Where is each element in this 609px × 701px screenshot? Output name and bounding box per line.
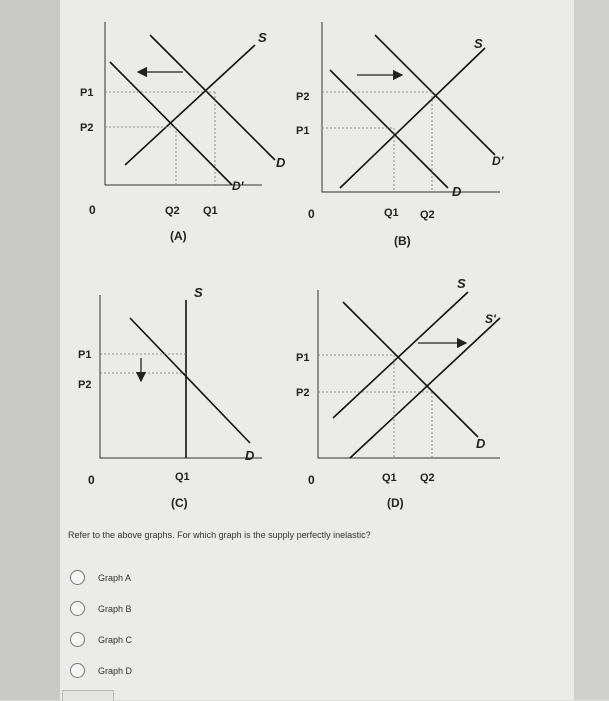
graph-a-label-d-prime: D' [232, 179, 244, 193]
option-label: Graph C [98, 634, 133, 645]
graph-b-label-p-lower: P1 [296, 125, 310, 137]
option-graph-a[interactable] [70, 562, 132, 593]
graph-b-demand-curve-d [330, 70, 448, 188]
partial-button[interactable] [62, 690, 114, 701]
radio-button[interactable] [70, 570, 85, 585]
graph-d-label-p-upper: P1 [296, 352, 310, 364]
graph-c-label-origin: 0 [88, 473, 95, 487]
graph-d-supply-curve-s [333, 292, 468, 418]
graph-c-label-s: S [194, 285, 203, 300]
graph-a-demand-curve-d [150, 35, 275, 160]
question-text: Refer to the above graphs. For which graph is the supply perfectly inelastic? [68, 530, 371, 540]
option-label: Graph B [98, 603, 132, 614]
graph-a-label-d: D [276, 155, 286, 170]
graph-a-label-origin: 0 [89, 203, 96, 217]
answer-options [70, 562, 132, 686]
graph-a-label-p-lower: P2 [80, 122, 94, 134]
graph-a [80, 22, 286, 243]
graph-d-label-q-first: Q1 [382, 472, 397, 484]
graph-b-label-p-upper: P2 [296, 91, 310, 103]
graph-a-label-s: S [258, 30, 267, 45]
graph-d-label-d: D [476, 436, 486, 451]
graph-b-label-q-first: Q1 [384, 207, 399, 219]
graph-c-label-q-first: Q1 [175, 471, 190, 483]
graph-c-label-d: D [245, 448, 255, 463]
graph-a-demand-curve-d-prime [110, 62, 232, 185]
option-graph-b[interactable] [70, 593, 132, 624]
graph-c-axes [100, 295, 262, 458]
graph-c-label-p-upper: P1 [78, 349, 92, 361]
graph-c-caption: (C) [171, 496, 188, 510]
option-label: Graph A [98, 572, 132, 583]
option-graph-c[interactable] [70, 624, 132, 655]
graph-b [296, 22, 505, 248]
graph-c-demand-curve [130, 318, 250, 443]
graph-a-label-p-upper: P1 [80, 87, 94, 99]
graph-b-supply-curve [340, 48, 485, 188]
graph-a-label-q-second: Q1 [203, 205, 218, 217]
radio-button[interactable] [70, 663, 85, 678]
graph-d-demand-curve [343, 302, 478, 437]
graph-a-label-q-first: Q2 [165, 205, 180, 217]
graph-b-label-origin: 0 [308, 207, 315, 221]
graph-c [78, 285, 262, 510]
graph-a-supply-curve [125, 45, 255, 165]
radio-button[interactable] [70, 601, 85, 616]
graph-a-axes [105, 22, 262, 185]
graph-b-caption: (B) [394, 234, 411, 248]
graph-a-caption: (A) [170, 229, 187, 243]
graph-c-label-p-lower: P2 [78, 379, 92, 391]
graph-b-label-d: D [452, 184, 462, 199]
graph-d-label-origin: 0 [308, 473, 315, 487]
graph-d-label-q-second: Q2 [420, 472, 435, 484]
graph-b-label-s: S [474, 36, 483, 51]
graph-d-label-s: S [457, 276, 466, 291]
option-graph-d[interactable] [70, 655, 132, 686]
graph-d-label-s-prime: S' [485, 312, 496, 326]
graph-d [296, 276, 500, 510]
graph-b-label-q-second: Q2 [420, 209, 435, 221]
graph-b-label-d-prime: D' [492, 154, 504, 168]
graph-d-caption: (D) [387, 496, 404, 510]
graph-d-label-p-lower: P2 [296, 387, 310, 399]
option-label: Graph D [98, 665, 133, 676]
radio-button[interactable] [70, 632, 85, 647]
